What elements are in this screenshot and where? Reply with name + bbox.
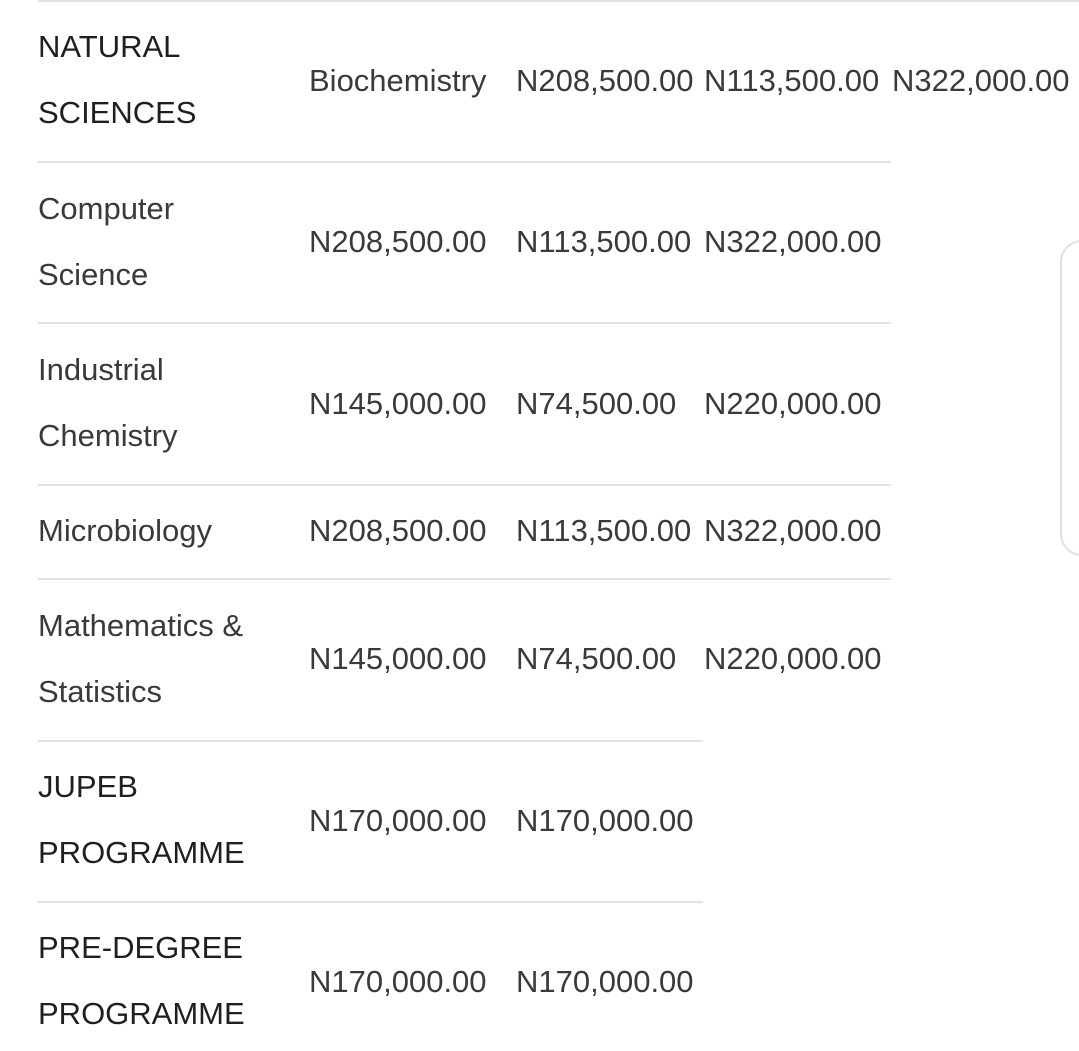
- programme-label-jupeb: [38, 754, 245, 886]
- fee-cell-a: N170,000.00: [309, 964, 487, 999]
- row-divider: [38, 322, 891, 324]
- fee-cell-c: N322,000.00: [704, 224, 882, 259]
- row-divider: [38, 901, 703, 903]
- faculty-label-line2: SCIENCES: [38, 95, 197, 130]
- course-label-mathematics-statistics: [38, 593, 243, 725]
- fee-cell-c: N220,000.00: [704, 641, 882, 676]
- course-label-line2: Science: [38, 257, 149, 292]
- fee-cell-b: N170,000.00: [516, 803, 694, 838]
- course-label-line1: Computer: [38, 191, 175, 226]
- course-label-line2: Chemistry: [38, 418, 178, 453]
- fee-cell-a: N208,500.00: [309, 513, 487, 548]
- table-top-border: [38, 0, 1079, 2]
- course-label-line1: Mathematics &: [38, 608, 244, 643]
- fee-cell-c: N322,000.00: [892, 63, 1070, 98]
- fee-cell-b: N74,500.00: [516, 386, 677, 421]
- faculty-label-line1: NATURAL: [38, 29, 181, 64]
- programme-label-line2: PROGRAMME: [38, 996, 245, 1031]
- fee-cell-a: N145,000.00: [309, 641, 487, 676]
- course-label-computer-science: [38, 176, 174, 308]
- fee-cell-b: N113,500.00: [516, 224, 692, 259]
- fee-cell-b: N113,500.00: [516, 513, 692, 548]
- programme-label-line1: PRE-DEGREE: [38, 930, 243, 965]
- programme-label-pre-degree: [38, 915, 245, 1047]
- course-label-line2: Statistics: [38, 674, 163, 709]
- fee-cell-a: N145,000.00: [309, 386, 487, 421]
- course-label-industrial-chemistry: [38, 337, 178, 469]
- faculty-label-natural-sciences: [38, 14, 196, 146]
- row-divider: [38, 484, 891, 486]
- programme-label-line1: JUPEB: [38, 769, 138, 804]
- fee-cell-c: N322,000.00: [704, 513, 882, 548]
- row-divider: [38, 578, 891, 580]
- fee-cell-a: N208,500.00: [309, 224, 487, 259]
- side-panel-handle[interactable]: [1060, 240, 1079, 556]
- fee-cell-a: N170,000.00: [309, 803, 487, 838]
- course-name-biochemistry: Biochemistry: [309, 63, 487, 98]
- fee-cell-a: N208,500.00: [516, 63, 694, 98]
- fee-cell-b: N74,500.00: [516, 641, 677, 676]
- fee-cell-b: N170,000.00: [516, 964, 694, 999]
- fee-cell-b: N113,500.00: [704, 63, 880, 98]
- row-divider: [38, 740, 703, 742]
- fee-cell-c: N220,000.00: [704, 386, 882, 421]
- course-label-line1: Industrial: [38, 352, 164, 387]
- programme-label-line2: PROGRAMME: [38, 835, 245, 870]
- row-divider: [38, 161, 891, 163]
- course-label-microbiology: Microbiology: [38, 513, 213, 548]
